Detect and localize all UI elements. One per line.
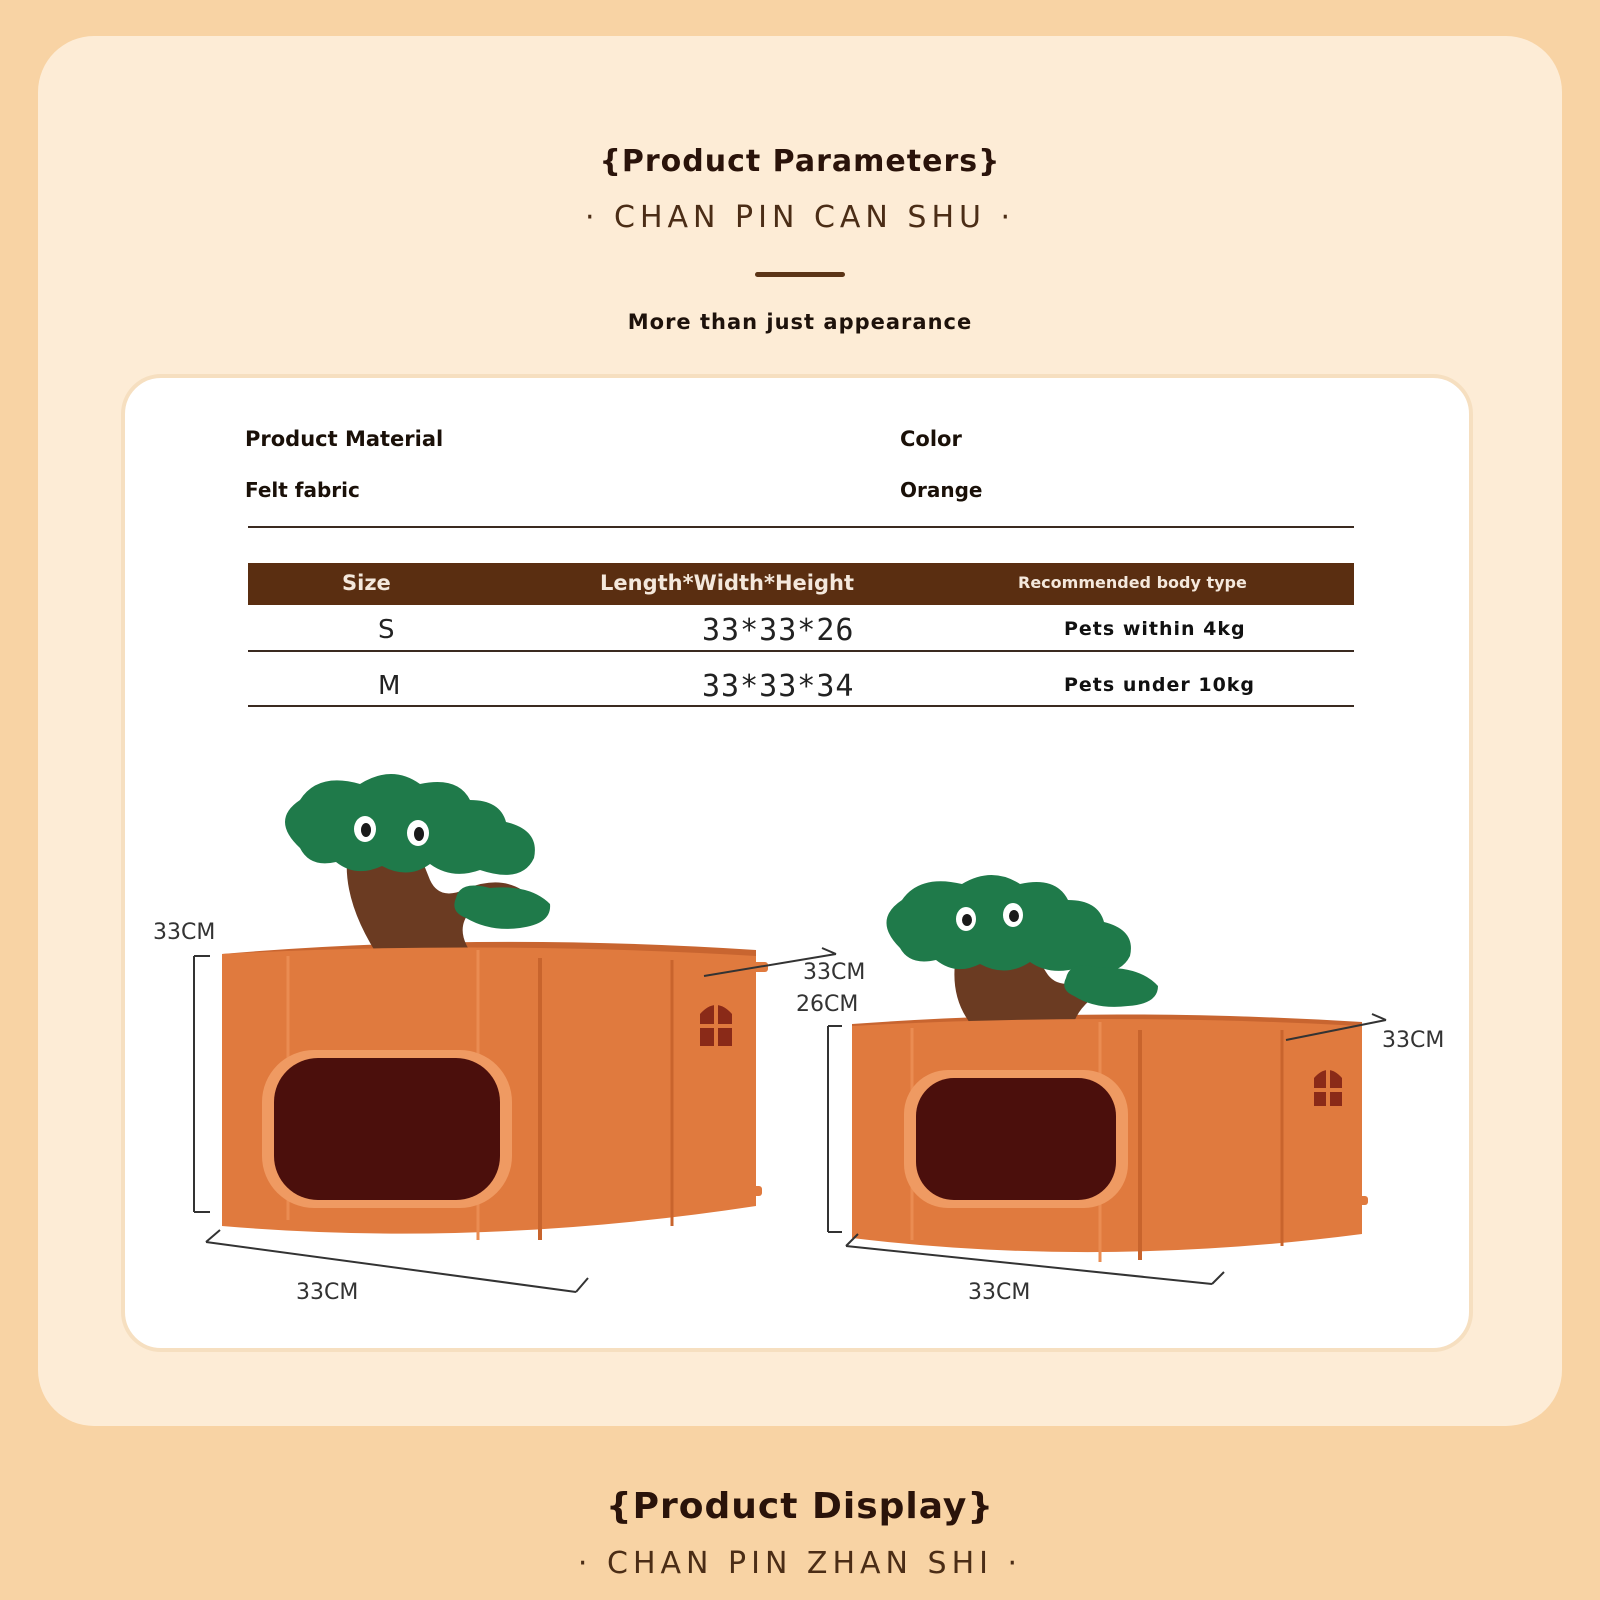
display-title: {Product Display} [605, 1486, 995, 1527]
row-m-body-type: Pets under 10kg [1064, 674, 1256, 696]
small-depth-label: 33CM [1382, 1028, 1445, 1053]
small-tree-house [828, 875, 1386, 1284]
large-tree-house [194, 774, 836, 1292]
header-body-type: Recommended body type [1018, 573, 1247, 592]
color-value: Orange [900, 478, 983, 502]
display-subtitle: · CHAN PIN ZHAN SHI · [577, 1546, 1023, 1581]
parameters-subtitle: · CHAN PIN CAN SHU · [584, 200, 1016, 235]
material-label: Product Material [245, 427, 444, 451]
row-m-dimensions: 33*33*34 [702, 669, 855, 704]
parameters-title: {Product Parameters} [599, 144, 1001, 179]
row-s-dimensions: 33*33*26 [702, 613, 855, 648]
small-width-label: 33CM [968, 1280, 1031, 1305]
material-value: Felt fabric [245, 478, 360, 502]
header-dimensions: Length*Width*Height [600, 571, 854, 595]
large-width-label: 33CM [296, 1280, 359, 1305]
large-depth-label: 33CM [803, 960, 866, 985]
small-height-label: 26CM [796, 992, 859, 1017]
row-s-size: S [378, 615, 395, 645]
row-m-size: M [378, 671, 401, 701]
row-s-body-type: Pets within 4kg [1064, 618, 1246, 640]
header-size: Size [342, 571, 391, 595]
tagline: More than just appearance [627, 310, 973, 334]
large-height-label: 33CM [153, 920, 216, 945]
color-label: Color [900, 427, 962, 451]
